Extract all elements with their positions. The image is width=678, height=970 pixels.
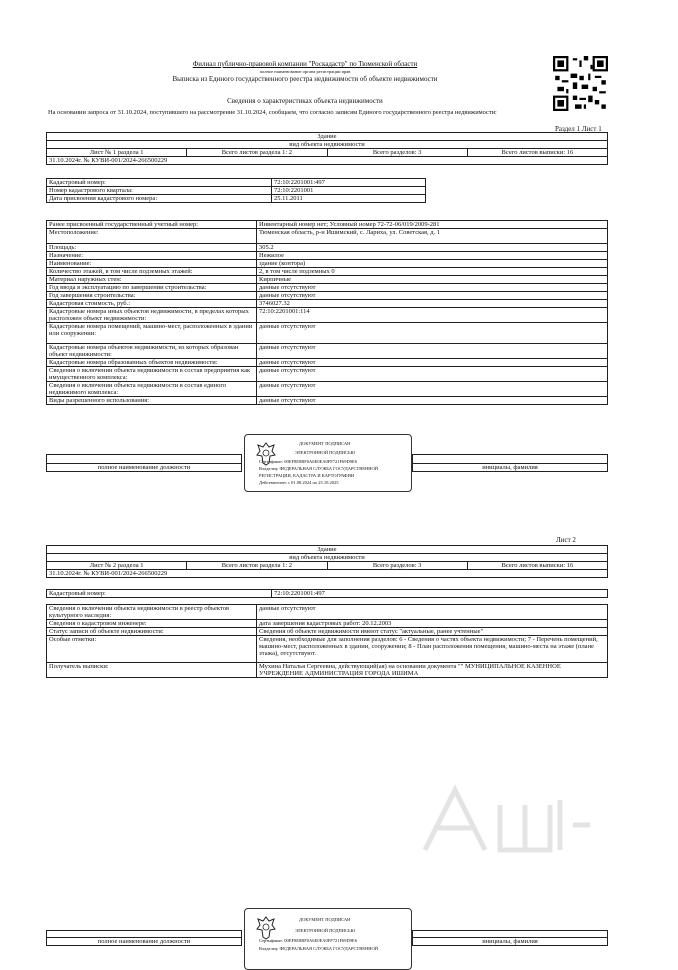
table-row <box>47 292 608 300</box>
field-label: Год завершения строительства: <box>47 292 257 300</box>
field-value: дата завершения кадастровых работ: 20.12.2003 <box>257 620 608 628</box>
field-label: Кадастровый номер: <box>47 590 272 598</box>
stamp-line: ДОКУМЕНТ ПОДПИСАН <box>299 917 351 922</box>
field-label: Площадь: <box>47 244 257 252</box>
extract-sheets-total: Всего листов выписки: 16 <box>467 562 607 570</box>
field-value: 72:10:2201001:114 <box>257 308 608 323</box>
page2-header-table <box>46 545 608 578</box>
stamp-line: Владелец: ФЕДЕРАЛЬНАЯ СЛУЖБА ГОСУДАРСТВЕННОЙ <box>259 946 379 951</box>
field-label: Сведения о включении объекта недвижимости в реестр объектов культурного наследия: <box>47 605 257 620</box>
extract-reference: 31.10.2024г. № КУВИ-001/2024-266500229 <box>47 157 608 165</box>
field-value: Сведения об объекте недвижимости имеют статус "актуальные, ранее учтенные" <box>257 628 608 636</box>
document-title: Выписка из Единого государственного реестра недвижимости об объекте недвижимости <box>172 75 438 83</box>
extract-reference: 31.10.2024г. № КУВИ-001/2024-266500229 <box>47 570 608 578</box>
electronic-signature-stamp <box>244 908 412 970</box>
object-type-caption: вид объекта недвижимости <box>47 141 608 149</box>
field-label: Местоположение: <box>47 229 257 244</box>
sections-total: Всего разделов: 3 <box>327 149 467 157</box>
table-row <box>47 382 608 397</box>
qr-code-icon <box>553 56 608 111</box>
page1-attributes-table <box>46 220 608 405</box>
field-label: Ранее присвоенный государственный учетный номер: <box>47 221 257 229</box>
table-row <box>47 397 608 405</box>
field-value: Сведения, необходимые для заполнения разделов: 6 - Сведения о частях объекта недвижимости; 7 - Перечень помещений, машино-мест, расположенных в здании, сооружении; 8 - План расположения помещения, машино-места на этаже (плане этажа), отсутствуют. <box>257 636 608 663</box>
table-row <box>47 276 608 284</box>
table-row <box>47 284 608 292</box>
table-row <box>47 323 608 344</box>
field-value: здание (контора) <box>257 260 608 268</box>
table-row <box>47 628 608 636</box>
field-value: 72:10:2201001 <box>272 187 426 195</box>
stamp-line: ЭЛЕКТРОННОЙ ПОДПИСЬЮ <box>295 928 356 933</box>
field-label: Материал наружных стен: <box>47 276 257 284</box>
sheet-number: Лист № 2 раздела 1 <box>47 562 187 570</box>
field-value: данные отсутствуют <box>257 367 608 382</box>
watermark-logo <box>415 770 590 860</box>
field-value: данные отсутствуют <box>257 323 608 344</box>
field-label: Год ввода в эксплуатацию по завершении строительства: <box>47 284 257 292</box>
field-label: Назначение: <box>47 252 257 260</box>
field-label: Номер кадастрового квартала: <box>47 187 272 195</box>
table-row <box>47 308 608 323</box>
page1-header-table <box>46 132 608 165</box>
field-value: 72:10:2201001:497 <box>272 590 608 598</box>
object-type: Здание <box>47 546 608 554</box>
field-label: Кадастровые номера помещений, машино-мест, расположенных в здании или сооружении: <box>47 323 257 344</box>
field-value: Тюменская область, р-н Ишимский, с. Лариха, ул. Советская, д. 1 <box>257 229 608 244</box>
stamp-line: Действителен: с 01.08.2024 по 25.10.2025 <box>259 480 339 485</box>
table-row <box>47 605 608 620</box>
extract-sheets-total: Всего листов выписки: 16 <box>467 149 607 157</box>
field-value: данные отсутствуют <box>257 397 608 405</box>
page2-label: Лист 2 <box>556 536 576 544</box>
electronic-signature-stamp <box>244 434 412 492</box>
stamp-line: ЭЛЕКТРОННОЙ ПОДПИСЬЮ <box>295 450 356 455</box>
name-caption: инициалы, фамилия <box>413 938 608 946</box>
stamp-line: Сертификат: 00EF8E8BF0A6E0EA0FF721F69D9E6 <box>259 938 358 943</box>
section-label: Раздел 1 Лист 1 <box>555 125 602 133</box>
table-row <box>47 359 608 367</box>
table-row <box>47 344 608 359</box>
name-caption: инициалы, фамилия <box>413 464 608 472</box>
field-value: Кирпичные <box>257 276 608 284</box>
table-row <box>47 620 608 628</box>
field-value: Мухина Наталья Сергеевна, действующий(ая) на основании документа "" МУНИЦИПАЛЬНОЕ КАЗЕННОЕ УЧРЕЖДЕНИЕ АДМИНИСТРАЦИЯ ГОРОДА ИШИМА <box>257 663 608 678</box>
page1-top-table <box>46 178 426 203</box>
field-value: данные отсутствуют <box>257 292 608 300</box>
table-row <box>47 260 608 268</box>
stamp-line: Сертификат: 00EF8E8BF0A6E0EA0FF721F69D9E6 <box>259 459 358 464</box>
field-label: Количество этажей, в том числе подземных этажей: <box>47 268 257 276</box>
field-value: данные отсутствуют <box>257 359 608 367</box>
object-type-caption: вид объекта недвижимости <box>47 554 608 562</box>
page2-cad-table <box>46 589 608 598</box>
stamp-line: Владелец: ФЕДЕРАЛЬНАЯ СЛУЖБА ГОСУДАРСТВЕННОЙ <box>259 466 379 471</box>
sections-total: Всего разделов: 3 <box>327 562 467 570</box>
field-label: Кадастровая стоимость, руб.: <box>47 300 257 308</box>
field-value: данные отсутствуют <box>257 284 608 292</box>
field-value: Нежилое <box>257 252 608 260</box>
field-value: 3746027.32 <box>257 300 608 308</box>
field-value: Инвентарный номер нет; Условный номер 72-72-06/019/2009-281 <box>257 221 608 229</box>
table-row <box>47 229 608 244</box>
page2-attributes-table <box>46 604 608 678</box>
issuer-caption: полное наименование органа регистрации прав <box>259 69 351 74</box>
issuer-title: Филиал публично-правовой компании "Роскадастр" по Тюменской области <box>192 60 418 68</box>
stamp-line: РЕГИСТРАЦИИ, КАДАСТРА И КАРТОГРАФИИ <box>259 473 355 478</box>
object-type: Здание <box>47 133 608 141</box>
field-value: данные отсутствуют <box>257 344 608 359</box>
field-label: Кадастровые номера образованных объектов недвижимости: <box>47 359 257 367</box>
sheet-number: Лист № 1 раздела 1 <box>47 149 187 157</box>
field-value: 305.2 <box>257 244 608 252</box>
field-label: Статус записи об объекте недвижимости: <box>47 628 257 636</box>
section-sheets-total: Всего листов раздела 1: 2 <box>187 562 327 570</box>
request-note: На основании запроса от 31.10.2024, поступившего на рассмотрение 31.10.2024, сообщаем, что согласно записям Единого государственного реестра недвижимости: <box>48 109 497 116</box>
table-row <box>47 268 608 276</box>
section-sheets-total: Всего листов раздела 1: 2 <box>187 149 327 157</box>
table-row <box>47 636 608 663</box>
field-value: 72:10:2201001:497 <box>272 179 426 187</box>
position-caption: полное наименование должности <box>47 464 242 472</box>
field-label: Особые отметки: <box>47 636 257 663</box>
field-label: Сведения о включении объекта недвижимости в состав предприятия как имущественного комплекса: <box>47 367 257 382</box>
field-label: Сведения о включении объекта недвижимости в состав единого недвижимого комплекса: <box>47 382 257 397</box>
field-value: 2, в том числе подземных 0 <box>257 268 608 276</box>
stamp-line: ДОКУМЕНТ ПОДПИСАН <box>299 441 351 446</box>
table-row <box>47 179 426 187</box>
field-label: Дата присвоения кадастрового номера: <box>47 195 272 203</box>
field-value: данные отсутствуют <box>257 382 608 397</box>
field-label: Кадастровые номера объектов недвижимости, из которых образован объект недвижимости: <box>47 344 257 359</box>
table-row <box>47 300 608 308</box>
field-label: Кадастровые номера иных объектов недвижимости, в пределах которых расположен объект недвижимости: <box>47 308 257 323</box>
document-subtitle: Сведения о характеристиках объекта недвижимости <box>227 97 383 105</box>
table-row <box>47 221 608 229</box>
table-row <box>47 252 608 260</box>
field-value: 25.11.2011 <box>272 195 426 203</box>
field-label: Сведения о кадастровом инженере: <box>47 620 257 628</box>
position-caption: полное наименование должности <box>47 938 242 946</box>
field-label: Виды разрешенного использования: <box>47 397 257 405</box>
table-row <box>47 663 608 678</box>
table-row <box>47 367 608 382</box>
field-label: Наименование: <box>47 260 257 268</box>
table-row <box>47 187 426 195</box>
field-label: Получатель выписки: <box>47 663 257 678</box>
table-row <box>47 244 608 252</box>
field-label: Кадастровый номер: <box>47 179 272 187</box>
table-row <box>47 590 608 598</box>
table-row <box>47 195 426 203</box>
field-value: данные отсутствуют <box>257 605 608 620</box>
